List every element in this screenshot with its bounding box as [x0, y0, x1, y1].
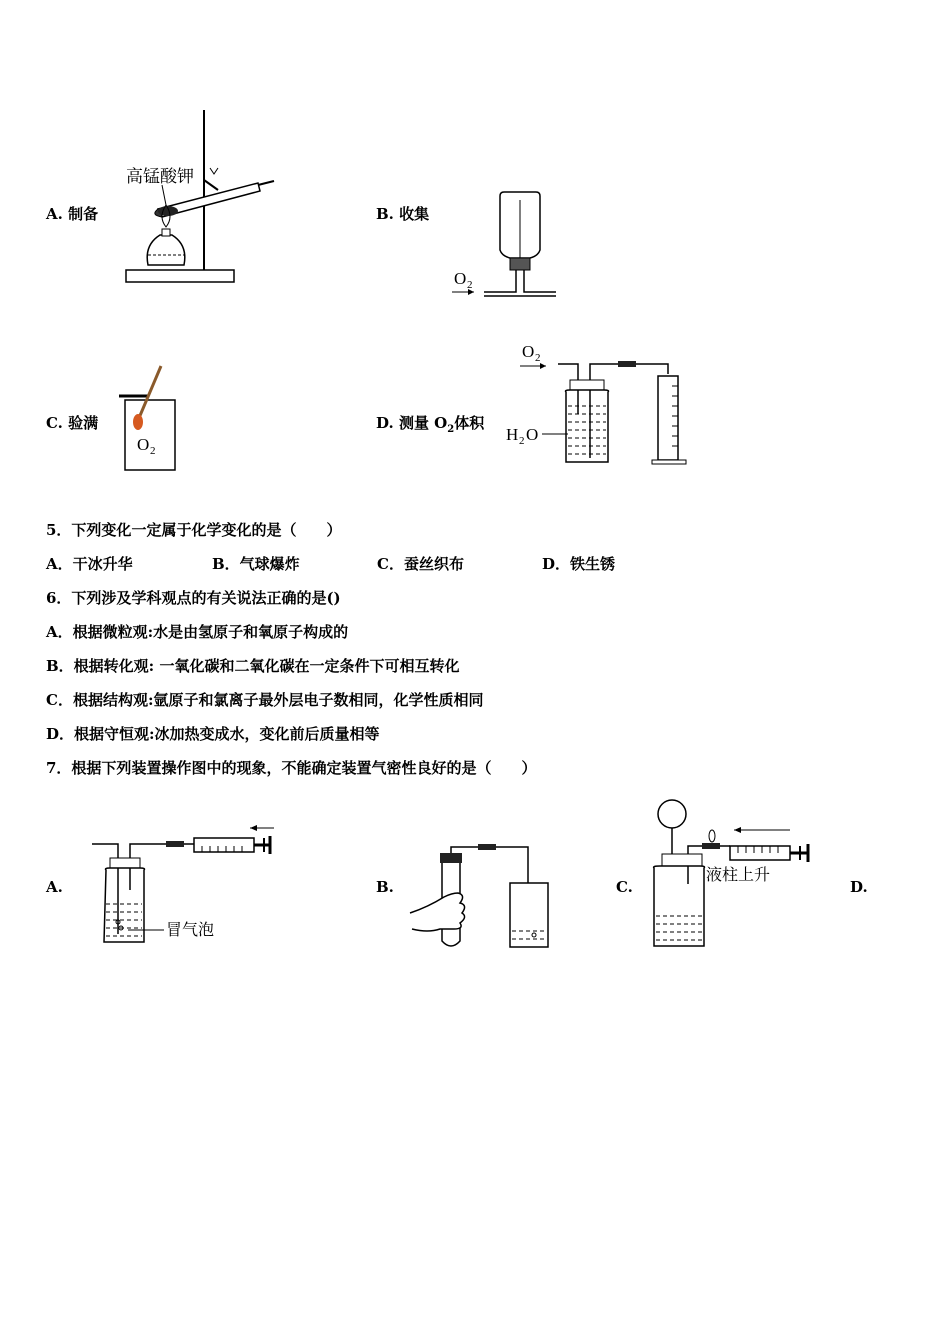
- q4-option-b-label: B. 收集: [376, 205, 430, 223]
- q5-option-b: B．气球爆炸: [212, 555, 300, 573]
- q7-stem: 7．根据下列装置操作图中的现象，不能确定装置气密性良好的是（ ）: [46, 759, 537, 777]
- svg-text:O: O: [454, 269, 467, 288]
- svg-text:2: 2: [519, 435, 525, 447]
- q6-option-b: B．根据转化观: 一氧化碳和二氧化碳在一定条件下可相互转化: [46, 657, 460, 675]
- q4-option-c-label: C. 验满: [46, 414, 99, 432]
- q4-figure-a-heating-apparatus: [118, 105, 278, 290]
- q5-option-c: C．蚕丝织布: [377, 555, 464, 573]
- q7-option-a-label: A.: [46, 878, 63, 896]
- svg-text:2: 2: [535, 352, 541, 364]
- q6-option-a: A．根据微粒观:水是由氢原子和氧原子构成的: [46, 623, 349, 641]
- liquid-rise-label: 液柱上升: [706, 867, 771, 884]
- q4-figure-d-volume-measurement: [500, 340, 695, 470]
- q7-figure-c-liquid-column: [640, 798, 840, 950]
- q4-option-a-label: A. 制备: [46, 205, 99, 223]
- q7-option-b-label: B.: [376, 878, 394, 896]
- bubbles-label: 冒气泡: [166, 922, 215, 939]
- svg-text:O: O: [526, 425, 539, 444]
- q7-option-c-label: C.: [616, 878, 633, 896]
- q6-option-d: D．根据守恒观:冰加热变成水，变化前后质量相等: [46, 725, 380, 743]
- q5-stem: 5．下列变化一定属于化学变化的是（ ）: [46, 521, 342, 539]
- q7-figure-b-hand-warming: [408, 843, 558, 951]
- q5-option-d: D．铁生锈: [542, 555, 616, 573]
- q6-stem: 6．下列涉及学科观点的有关说法正确的是(): [46, 589, 341, 607]
- svg-text:H: H: [506, 425, 519, 444]
- svg-text:2: 2: [150, 445, 156, 457]
- svg-text:O: O: [522, 342, 535, 361]
- potassium-permanganate-label: 高锰酸钾: [126, 167, 194, 186]
- q7-figure-a-bubbling: [88, 818, 288, 946]
- svg-text:O: O: [137, 435, 150, 454]
- q4-figure-b-gas-collection: [448, 188, 563, 300]
- q6-option-c: C．根据结构观:氩原子和氯离子最外层电子数相同，化学性质相同: [46, 691, 484, 709]
- q4-option-d-label: D. 测量 $O_2$体积: [376, 414, 485, 435]
- q5-option-a: A．干冰升华: [46, 555, 133, 573]
- q7-option-d-label: D.: [850, 878, 868, 896]
- svg-text:2: 2: [467, 279, 473, 291]
- q4-figure-c-full-test: [115, 362, 185, 474]
